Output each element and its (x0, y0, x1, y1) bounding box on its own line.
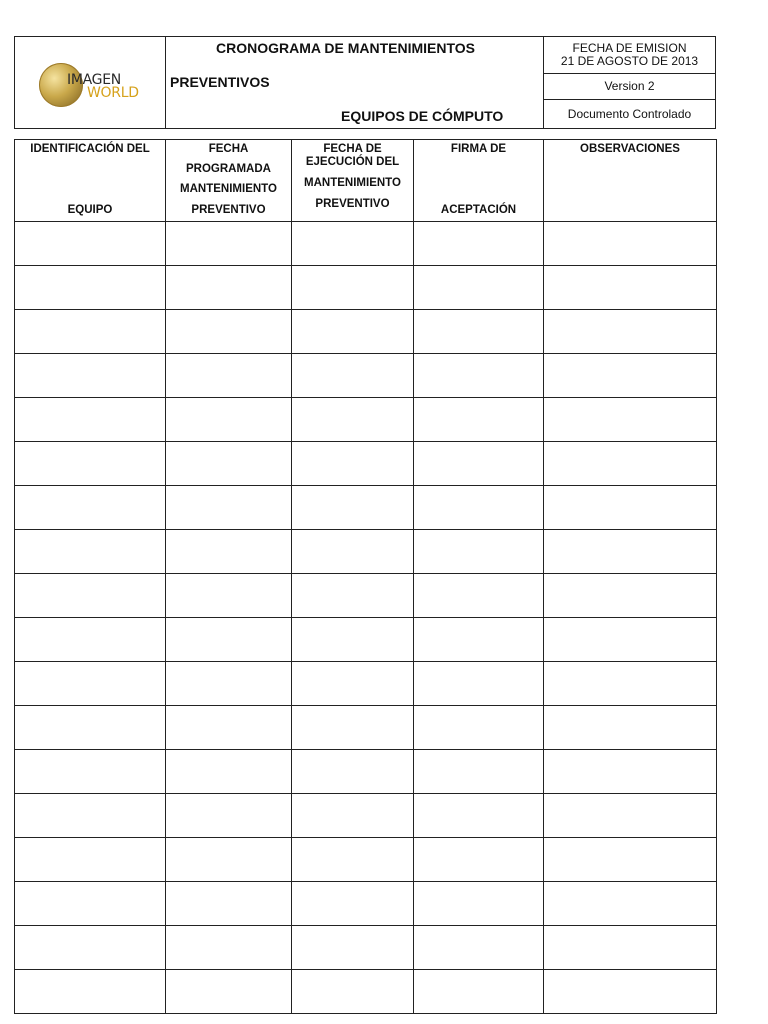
acceptance-signature-cell[interactable] (414, 926, 544, 970)
observations-cell[interactable] (544, 398, 717, 442)
execution-date-cell[interactable] (292, 970, 414, 1014)
acceptance-signature-cell[interactable] (414, 222, 544, 266)
title-line-2: PREVENTIVOS (170, 74, 270, 90)
scheduled-date-cell[interactable] (166, 618, 292, 662)
execution-date-cell[interactable] (292, 706, 414, 750)
observations-cell[interactable] (544, 442, 717, 486)
column-header-execution-date (292, 140, 414, 222)
acceptance-signature-cell[interactable] (414, 530, 544, 574)
table-row (15, 574, 717, 618)
acceptance-signature-cell[interactable] (414, 618, 544, 662)
header-line: EQUIPO (67, 204, 113, 216)
scheduled-date-cell[interactable] (166, 222, 292, 266)
issue-date-value: 21 DE AGOSTO DE 2013 (560, 54, 699, 68)
acceptance-signature-cell[interactable] (414, 794, 544, 838)
observations-cell[interactable] (544, 310, 717, 354)
equipment-id-cell[interactable] (15, 266, 166, 310)
equipment-id-cell[interactable] (15, 926, 166, 970)
observations-cell[interactable] (544, 618, 717, 662)
issue-date-cell (544, 37, 715, 74)
acceptance-signature-cell[interactable] (414, 486, 544, 530)
acceptance-signature-cell[interactable] (414, 266, 544, 310)
table-row (15, 310, 717, 354)
acceptance-signature-cell[interactable] (414, 354, 544, 398)
table-row (15, 706, 717, 750)
observations-cell[interactable] (544, 222, 717, 266)
equipment-id-cell[interactable] (15, 574, 166, 618)
document-header (14, 36, 716, 129)
acceptance-signature-cell[interactable] (414, 970, 544, 1014)
acceptance-signature-cell[interactable] (414, 442, 544, 486)
logo-text-line1: IMAGEN (67, 72, 121, 88)
table-row (15, 926, 717, 970)
equipment-id-cell[interactable] (15, 618, 166, 662)
title-line-3: EQUIPOS DE CÓMPUTO (341, 108, 504, 124)
equipment-id-cell[interactable] (15, 882, 166, 926)
observations-cell[interactable] (544, 882, 717, 926)
equipment-id-cell[interactable] (15, 970, 166, 1014)
observations-cell[interactable] (544, 926, 717, 970)
acceptance-signature-cell[interactable] (414, 750, 544, 794)
execution-date-cell[interactable] (292, 574, 414, 618)
acceptance-signature-cell[interactable] (414, 574, 544, 618)
execution-date-cell[interactable] (292, 838, 414, 882)
acceptance-signature-cell[interactable] (414, 310, 544, 354)
equipment-id-cell[interactable] (15, 442, 166, 486)
table-row (15, 266, 717, 310)
scheduled-date-cell[interactable] (166, 442, 292, 486)
column-header-observations (544, 140, 717, 222)
document-status-text: Documento Controlado (567, 106, 692, 121)
column-header-equipment-id (15, 140, 166, 222)
scheduled-date-cell[interactable] (166, 706, 292, 750)
column-header-scheduled-date (166, 140, 292, 222)
scheduled-date-cell[interactable] (166, 266, 292, 310)
execution-date-cell[interactable] (292, 442, 414, 486)
scheduled-date-cell[interactable] (166, 574, 292, 618)
scheduled-date-cell[interactable] (166, 662, 292, 706)
observations-cell[interactable] (544, 486, 717, 530)
execution-date-cell[interactable] (292, 882, 414, 926)
execution-date-cell[interactable] (292, 486, 414, 530)
header-line: FECHA DE (323, 143, 382, 155)
observations-cell[interactable] (544, 266, 717, 310)
observations-cell[interactable] (544, 574, 717, 618)
scheduled-date-cell[interactable] (166, 882, 292, 926)
observations-cell[interactable] (544, 838, 717, 882)
header-line: ACEPTACIÓN (440, 204, 517, 216)
observations-cell[interactable] (544, 970, 717, 1014)
equipment-id-cell[interactable] (15, 398, 166, 442)
scheduled-date-cell[interactable] (166, 926, 292, 970)
execution-date-cell[interactable] (292, 662, 414, 706)
execution-date-cell[interactable] (292, 530, 414, 574)
table-row (15, 442, 717, 486)
header-line: PREVENTIVO (191, 204, 266, 216)
version-cell (544, 74, 715, 100)
table-row (15, 618, 717, 662)
version-text: Version 2 (604, 79, 655, 93)
equipment-id-cell[interactable] (15, 838, 166, 882)
equipment-id-cell[interactable] (15, 486, 166, 530)
equipment-id-cell[interactable] (15, 354, 166, 398)
header-line: EJECUCIÓN DEL (305, 156, 400, 168)
observations-cell[interactable] (544, 706, 717, 750)
company-logo (67, 74, 139, 100)
acceptance-signature-cell[interactable] (414, 838, 544, 882)
scheduled-date-cell[interactable] (166, 838, 292, 882)
header-line: FIRMA DE (450, 143, 507, 155)
maintenance-schedule-table (14, 139, 717, 1014)
header-line: OBSERVACIONES (580, 143, 680, 155)
table-row (15, 794, 717, 838)
header-line: MANTENIMIENTO (180, 183, 277, 195)
header-line: FECHA (208, 143, 249, 155)
equipment-id-cell[interactable] (15, 706, 166, 750)
acceptance-signature-cell[interactable] (414, 398, 544, 442)
execution-date-cell[interactable] (292, 926, 414, 970)
document-status-cell (544, 100, 715, 128)
logo-cell (15, 37, 166, 128)
scheduled-date-cell[interactable] (166, 486, 292, 530)
execution-date-cell[interactable] (292, 222, 414, 266)
observations-cell[interactable] (544, 794, 717, 838)
issue-date-label: FECHA DE EMISION (572, 41, 687, 55)
acceptance-signature-cell[interactable] (414, 882, 544, 926)
execution-date-cell[interactable] (292, 398, 414, 442)
equipment-id-cell[interactable] (15, 222, 166, 266)
table-row (15, 354, 717, 398)
table-body (15, 222, 717, 1014)
scheduled-date-cell[interactable] (166, 310, 292, 354)
observations-cell[interactable] (544, 750, 717, 794)
execution-date-cell[interactable] (292, 618, 414, 662)
header-line: PROGRAMADA (186, 163, 271, 175)
equipment-id-cell[interactable] (15, 750, 166, 794)
observations-cell[interactable] (544, 530, 717, 574)
table-row (15, 486, 717, 530)
table-row (15, 398, 717, 442)
execution-date-cell[interactable] (292, 310, 414, 354)
header-line: PREVENTIVO (315, 198, 390, 210)
scheduled-date-cell[interactable] (166, 750, 292, 794)
scheduled-date-cell[interactable] (166, 398, 292, 442)
table-row (15, 530, 717, 574)
scheduled-date-cell[interactable] (166, 970, 292, 1014)
table-row (15, 970, 717, 1014)
observations-cell[interactable] (544, 354, 717, 398)
execution-date-cell[interactable] (292, 750, 414, 794)
table-row (15, 662, 717, 706)
table-row (15, 838, 717, 882)
logo-text-line2: WORLD (87, 85, 139, 101)
column-header-acceptance-signature (414, 140, 544, 222)
equipment-id-cell[interactable] (15, 794, 166, 838)
header-line: MANTENIMIENTO (304, 177, 401, 189)
execution-date-cell[interactable] (292, 794, 414, 838)
execution-date-cell[interactable] (292, 266, 414, 310)
scheduled-date-cell[interactable] (166, 354, 292, 398)
equipment-id-cell[interactable] (15, 662, 166, 706)
scheduled-date-cell[interactable] (166, 794, 292, 838)
table-row (15, 882, 717, 926)
acceptance-signature-cell[interactable] (414, 706, 544, 750)
title-line-1: CRONOGRAMA DE MANTENIMIENTOS (216, 40, 475, 56)
acceptance-signature-cell[interactable] (414, 662, 544, 706)
equipment-id-cell[interactable] (15, 530, 166, 574)
scheduled-date-cell[interactable] (166, 530, 292, 574)
execution-date-cell[interactable] (292, 354, 414, 398)
table-row (15, 750, 717, 794)
observations-cell[interactable] (544, 662, 717, 706)
title-cell (166, 37, 544, 128)
header-line: IDENTIFICACIÓN DEL (30, 143, 150, 155)
equipment-id-cell[interactable] (15, 310, 166, 354)
table-header-row (15, 140, 717, 222)
table-row (15, 222, 717, 266)
